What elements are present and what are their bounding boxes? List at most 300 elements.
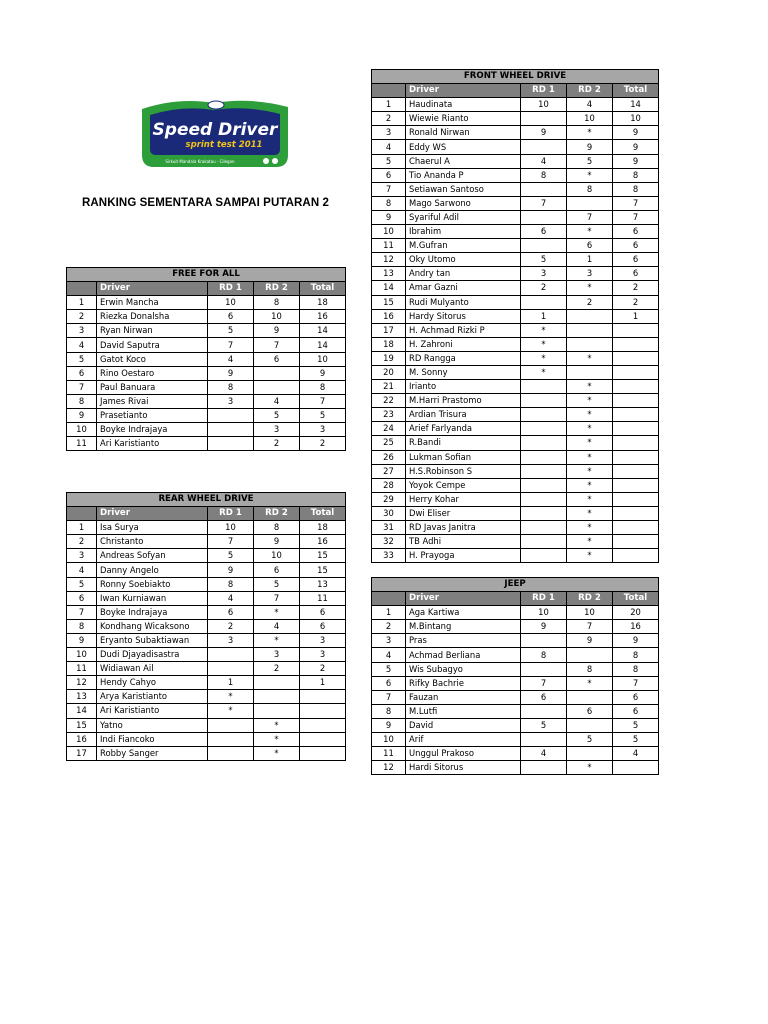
- total-cell: 4: [613, 747, 659, 761]
- table-row: [67, 577, 346, 591]
- rd1-cell: 8: [521, 648, 567, 662]
- rd1-cell: [208, 437, 254, 451]
- rank-cell: 7: [67, 605, 97, 619]
- driver-cell: Erwin Mancha: [97, 296, 208, 310]
- total-cell: 6: [613, 267, 659, 281]
- rd2-cell: *: [567, 436, 613, 450]
- rd2-cell: 10: [567, 606, 613, 620]
- rd1-cell: 10: [208, 521, 254, 535]
- rank-cell: 6: [372, 676, 406, 690]
- rd2-cell: [254, 380, 300, 394]
- rd2-cell: [567, 747, 613, 761]
- free-for-all-table: [66, 267, 346, 451]
- table-row: [67, 535, 346, 549]
- header-driver: Driver: [406, 592, 521, 606]
- rd1-cell: [208, 408, 254, 422]
- total-cell: 6: [300, 619, 346, 633]
- rank-cell: 18: [372, 337, 406, 351]
- table-row: [67, 296, 346, 310]
- table-row: [372, 690, 659, 704]
- driver-cell: Eryanto Subaktiawan: [97, 633, 208, 647]
- rank-cell: 9: [67, 408, 97, 422]
- rank-cell: 29: [372, 492, 406, 506]
- total-cell: [613, 450, 659, 464]
- rd2-cell: 9: [567, 140, 613, 154]
- table-row: [372, 168, 659, 182]
- driver-cell: Unggul Prakoso: [406, 747, 521, 761]
- driver-cell: Dwi Eliser: [406, 506, 521, 520]
- rank-cell: 2: [372, 620, 406, 634]
- driver-cell: Achmad Berliana: [406, 648, 521, 662]
- driver-cell: Rino Oestaro: [97, 366, 208, 380]
- driver-cell: Isa Surya: [97, 521, 208, 535]
- table-row: [372, 761, 659, 775]
- rd2-cell: *: [567, 422, 613, 436]
- table-row: [372, 323, 659, 337]
- rank-cell: 3: [67, 549, 97, 563]
- table-caption-row: [372, 578, 659, 592]
- rd2-cell: 2: [254, 437, 300, 451]
- rd2-cell: *: [254, 746, 300, 760]
- header-rd1: RD 1: [208, 282, 254, 296]
- rank-cell: 17: [372, 323, 406, 337]
- table-row: [67, 310, 346, 324]
- rd2-cell: *: [254, 732, 300, 746]
- table-body: [372, 98, 659, 563]
- total-cell: 3: [300, 423, 346, 437]
- total-cell: 16: [300, 535, 346, 549]
- rd1-cell: 1: [521, 309, 567, 323]
- total-cell: 1: [613, 309, 659, 323]
- rank-cell: 1: [67, 296, 97, 310]
- table-row: [67, 549, 346, 563]
- total-cell: 9: [300, 366, 346, 380]
- driver-cell: David Saputra: [97, 338, 208, 352]
- total-cell: 7: [613, 676, 659, 690]
- driver-cell: Christanto: [97, 535, 208, 549]
- rd2-cell: 2: [254, 662, 300, 676]
- rd1-cell: [521, 704, 567, 718]
- table-row: [372, 422, 659, 436]
- total-cell: [613, 323, 659, 337]
- driver-cell: Widiawan Ail: [97, 662, 208, 676]
- total-cell: 8: [613, 168, 659, 182]
- total-cell: 8: [613, 182, 659, 196]
- table-row: [372, 634, 659, 648]
- rd1-cell: 6: [521, 690, 567, 704]
- rd2-cell: 4: [254, 394, 300, 408]
- rank-cell: 14: [372, 281, 406, 295]
- rank-cell: 33: [372, 549, 406, 563]
- driver-cell: Wiewie Rianto: [406, 112, 521, 126]
- rd2-cell: *: [567, 549, 613, 563]
- rd1-cell: *: [521, 351, 567, 365]
- rd1-cell: 2: [521, 281, 567, 295]
- header-total: Total: [613, 84, 659, 98]
- table-row: [372, 154, 659, 168]
- rd2-cell: 5: [254, 408, 300, 422]
- driver-cell: Eddy WS: [406, 140, 521, 154]
- driver-cell: Setiawan Santoso: [406, 182, 521, 196]
- total-cell: 7: [613, 210, 659, 224]
- speed-driver-logo: [138, 95, 292, 169]
- rank-cell: 10: [67, 648, 97, 662]
- rd2-cell: [567, 196, 613, 210]
- driver-cell: H. Prayoga: [406, 549, 521, 563]
- total-cell: 5: [613, 718, 659, 732]
- rank-cell: 21: [372, 380, 406, 394]
- rd2-cell: 4: [567, 98, 613, 112]
- rd1-cell: 4: [521, 747, 567, 761]
- header-rd2: RD 2: [567, 592, 613, 606]
- rank-cell: 11: [67, 437, 97, 451]
- rd1-cell: *: [521, 337, 567, 351]
- rd1-cell: [521, 140, 567, 154]
- rank-cell: 4: [67, 338, 97, 352]
- rd2-cell: *: [567, 492, 613, 506]
- total-cell: [300, 718, 346, 732]
- rd2-cell: 8: [254, 296, 300, 310]
- rd1-cell: *: [208, 704, 254, 718]
- driver-cell: Oky Utomo: [406, 253, 521, 267]
- table-caption: JEEP: [372, 578, 659, 592]
- rank-cell: 20: [372, 365, 406, 379]
- rd1-cell: [521, 210, 567, 224]
- driver-cell: Hendy Cahyo: [97, 676, 208, 690]
- rd2-cell: 5: [567, 154, 613, 168]
- table-row: [372, 478, 659, 492]
- total-cell: 1: [300, 676, 346, 690]
- header-total: Total: [613, 592, 659, 606]
- driver-cell: Wis Subagyo: [406, 662, 521, 676]
- rear-wheel-drive-table: [66, 492, 346, 761]
- total-cell: [300, 704, 346, 718]
- rd1-cell: [208, 746, 254, 760]
- table-row: [67, 437, 346, 451]
- table-row: [372, 182, 659, 196]
- driver-cell: Andreas Sofyan: [97, 549, 208, 563]
- rd2-cell: *: [567, 380, 613, 394]
- driver-cell: Ardian Trisura: [406, 408, 521, 422]
- table-row: [67, 732, 346, 746]
- total-cell: 10: [300, 352, 346, 366]
- driver-cell: Haudinata: [406, 98, 521, 112]
- rank-cell: 16: [67, 732, 97, 746]
- logo-badge-icon: [138, 95, 292, 169]
- table-row: [372, 253, 659, 267]
- table-row: [372, 506, 659, 520]
- table-row: [67, 591, 346, 605]
- rank-cell: 1: [67, 521, 97, 535]
- table-row: [372, 112, 659, 126]
- total-cell: 10: [613, 112, 659, 126]
- rd1-cell: [521, 295, 567, 309]
- table-header-row: [67, 282, 346, 296]
- header-driver: Driver: [97, 282, 208, 296]
- driver-cell: R.Bandi: [406, 436, 521, 450]
- total-cell: [613, 761, 659, 775]
- driver-cell: Rifky Bachrie: [406, 676, 521, 690]
- header-no: [372, 592, 406, 606]
- total-cell: 20: [613, 606, 659, 620]
- table-caption-row: [67, 493, 346, 507]
- header-total: Total: [300, 282, 346, 296]
- table-row: [372, 309, 659, 323]
- rank-cell: 15: [372, 295, 406, 309]
- table-caption: FRONT WHEEL DRIVE: [372, 70, 659, 84]
- driver-cell: James Rivai: [97, 394, 208, 408]
- rd1-cell: [521, 112, 567, 126]
- table-row: [372, 140, 659, 154]
- table-row: [372, 126, 659, 140]
- rd1-cell: 5: [208, 549, 254, 563]
- rd1-cell: 8: [208, 380, 254, 394]
- header-rd2: RD 2: [254, 282, 300, 296]
- rd1-cell: *: [208, 690, 254, 704]
- rd2-cell: *: [567, 394, 613, 408]
- rd2-cell: *: [567, 676, 613, 690]
- header-rd1: RD 1: [521, 84, 567, 98]
- rd1-cell: 9: [208, 366, 254, 380]
- rd2-cell: [567, 718, 613, 732]
- table-row: [67, 563, 346, 577]
- driver-cell: Chaerul A: [406, 154, 521, 168]
- driver-cell: Rudi Mulyanto: [406, 295, 521, 309]
- rd1-cell: [208, 662, 254, 676]
- driver-cell: Gatot Koco: [97, 352, 208, 366]
- rd1-cell: 6: [208, 605, 254, 619]
- table-row: [67, 338, 346, 352]
- total-cell: 9: [613, 154, 659, 168]
- total-cell: 9: [613, 634, 659, 648]
- total-cell: 6: [300, 605, 346, 619]
- rd1-cell: [521, 394, 567, 408]
- rd1-cell: 4: [521, 154, 567, 168]
- rd2-cell: 6: [567, 704, 613, 718]
- total-cell: 6: [613, 690, 659, 704]
- rd2-cell: [254, 676, 300, 690]
- header-no: [67, 507, 97, 521]
- rd2-cell: [567, 337, 613, 351]
- svg-text:Sirkuit Mandala Krakatau - Cil: Sirkuit Mandala Krakatau - Cilegon: [165, 159, 235, 164]
- table-row: [372, 733, 659, 747]
- rank-cell: 11: [372, 747, 406, 761]
- total-cell: 16: [300, 310, 346, 324]
- rd2-cell: *: [567, 535, 613, 549]
- rank-cell: 6: [372, 168, 406, 182]
- total-cell: 3: [300, 648, 346, 662]
- total-cell: 11: [300, 591, 346, 605]
- driver-cell: Yoyok Cempe: [406, 478, 521, 492]
- rd1-cell: [208, 648, 254, 662]
- table-row: [67, 423, 346, 437]
- rank-cell: 1: [372, 98, 406, 112]
- driver-cell: Tio Ananda P: [406, 168, 521, 182]
- rd1-cell: [208, 423, 254, 437]
- table-row: [372, 210, 659, 224]
- table-body: [67, 521, 346, 761]
- total-cell: 6: [613, 704, 659, 718]
- rank-cell: 3: [67, 324, 97, 338]
- rd1-cell: [521, 549, 567, 563]
- rd1-cell: 9: [521, 126, 567, 140]
- total-cell: 7: [613, 196, 659, 210]
- table-row: [67, 394, 346, 408]
- table-row: [67, 676, 346, 690]
- total-cell: 8: [300, 380, 346, 394]
- rank-cell: 4: [372, 140, 406, 154]
- rd2-cell: 7: [254, 338, 300, 352]
- rd2-cell: *: [567, 464, 613, 478]
- rd1-cell: [521, 464, 567, 478]
- rd1-cell: 5: [208, 324, 254, 338]
- table-row: [372, 662, 659, 676]
- rd1-cell: [521, 733, 567, 747]
- rd1-cell: 7: [208, 338, 254, 352]
- rd2-cell: [567, 648, 613, 662]
- rd2-cell: *: [567, 478, 613, 492]
- driver-cell: M. Sonny: [406, 365, 521, 379]
- table-row: [67, 704, 346, 718]
- header-no: [67, 282, 97, 296]
- rd2-cell: *: [254, 718, 300, 732]
- rank-cell: 30: [372, 506, 406, 520]
- driver-cell: Dudi Djayadisastra: [97, 648, 208, 662]
- rank-cell: 11: [372, 239, 406, 253]
- rd2-cell: [254, 704, 300, 718]
- table-row: [67, 633, 346, 647]
- rd1-cell: 9: [208, 563, 254, 577]
- table-row: [67, 366, 346, 380]
- rank-cell: 31: [372, 521, 406, 535]
- rd2-cell: *: [567, 450, 613, 464]
- table-row: [372, 620, 659, 634]
- rank-cell: 2: [67, 535, 97, 549]
- total-cell: [613, 365, 659, 379]
- table-row: [372, 351, 659, 365]
- driver-cell: RD Javas Janitra: [406, 521, 521, 535]
- rd1-cell: 1: [208, 676, 254, 690]
- table-body: [372, 606, 659, 775]
- rank-cell: 6: [67, 591, 97, 605]
- rd2-cell: 6: [567, 239, 613, 253]
- rd1-cell: [521, 535, 567, 549]
- driver-cell: Hardi Sitorus: [406, 761, 521, 775]
- rank-cell: 1: [372, 606, 406, 620]
- rd1-cell: [521, 380, 567, 394]
- rd2-cell: [567, 323, 613, 337]
- total-cell: 9: [613, 126, 659, 140]
- rank-cell: 9: [67, 633, 97, 647]
- driver-cell: Mago Sarwono: [406, 196, 521, 210]
- total-cell: 6: [613, 239, 659, 253]
- total-cell: 14: [300, 338, 346, 352]
- driver-cell: Iwan Kurniawan: [97, 591, 208, 605]
- header-no: [372, 84, 406, 98]
- total-cell: 2: [613, 295, 659, 309]
- driver-cell: H.S.Robinson S: [406, 464, 521, 478]
- driver-cell: Arief Farlyanda: [406, 422, 521, 436]
- header-rd1: RD 1: [521, 592, 567, 606]
- header-total: Total: [300, 507, 346, 521]
- rank-cell: 5: [372, 154, 406, 168]
- total-cell: [613, 380, 659, 394]
- header-rd1: RD 1: [208, 507, 254, 521]
- rd2-cell: 2: [567, 295, 613, 309]
- rank-cell: 8: [372, 704, 406, 718]
- rd2-cell: [567, 309, 613, 323]
- total-cell: [300, 732, 346, 746]
- table-row: [372, 704, 659, 718]
- table-row: [67, 380, 346, 394]
- rd1-cell: [521, 436, 567, 450]
- driver-cell: Boyke Indrajaya: [97, 423, 208, 437]
- rank-cell: 8: [67, 619, 97, 633]
- rd2-cell: 3: [254, 423, 300, 437]
- rd1-cell: 8: [521, 168, 567, 182]
- driver-cell: Ronald Nirwan: [406, 126, 521, 140]
- rd2-cell: *: [567, 506, 613, 520]
- total-cell: 18: [300, 296, 346, 310]
- header-driver: Driver: [406, 84, 521, 98]
- driver-cell: Ronny Soebiakto: [97, 577, 208, 591]
- rd1-cell: 7: [521, 196, 567, 210]
- rd2-cell: 10: [254, 549, 300, 563]
- rank-cell: 28: [372, 478, 406, 492]
- header-driver: Driver: [97, 507, 208, 521]
- driver-cell: Ari Karistianto: [97, 437, 208, 451]
- driver-cell: Arya Karistianto: [97, 690, 208, 704]
- rd2-cell: 3: [254, 648, 300, 662]
- rank-cell: 5: [67, 352, 97, 366]
- rank-cell: 5: [67, 577, 97, 591]
- total-cell: 2: [300, 662, 346, 676]
- rank-cell: 10: [372, 733, 406, 747]
- rd1-cell: [208, 718, 254, 732]
- rd2-cell: *: [567, 225, 613, 239]
- total-cell: [613, 535, 659, 549]
- rank-cell: 3: [372, 126, 406, 140]
- table-row: [372, 747, 659, 761]
- table-header-row: [372, 592, 659, 606]
- rd2-cell: 5: [254, 577, 300, 591]
- driver-cell: Robby Sanger: [97, 746, 208, 760]
- rank-cell: 26: [372, 450, 406, 464]
- total-cell: 15: [300, 549, 346, 563]
- table-row: [372, 535, 659, 549]
- rd2-cell: 9: [254, 324, 300, 338]
- table-row: [372, 549, 659, 563]
- driver-cell: Paul Banuara: [97, 380, 208, 394]
- rd1-cell: 3: [208, 394, 254, 408]
- table-row: [372, 225, 659, 239]
- driver-cell: Pras: [406, 634, 521, 648]
- total-cell: 2: [613, 281, 659, 295]
- header-rd2: RD 2: [567, 84, 613, 98]
- rd2-cell: *: [567, 521, 613, 535]
- driver-cell: Ari Karistianto: [97, 704, 208, 718]
- table-row: [372, 365, 659, 379]
- table-row: [67, 662, 346, 676]
- rd2-cell: 9: [254, 535, 300, 549]
- header-rd2: RD 2: [254, 507, 300, 521]
- rd2-cell: *: [567, 351, 613, 365]
- rd2-cell: 6: [254, 563, 300, 577]
- rd1-cell: [521, 478, 567, 492]
- total-cell: [613, 549, 659, 563]
- rank-cell: 7: [372, 182, 406, 196]
- table-caption: REAR WHEEL DRIVE: [67, 493, 346, 507]
